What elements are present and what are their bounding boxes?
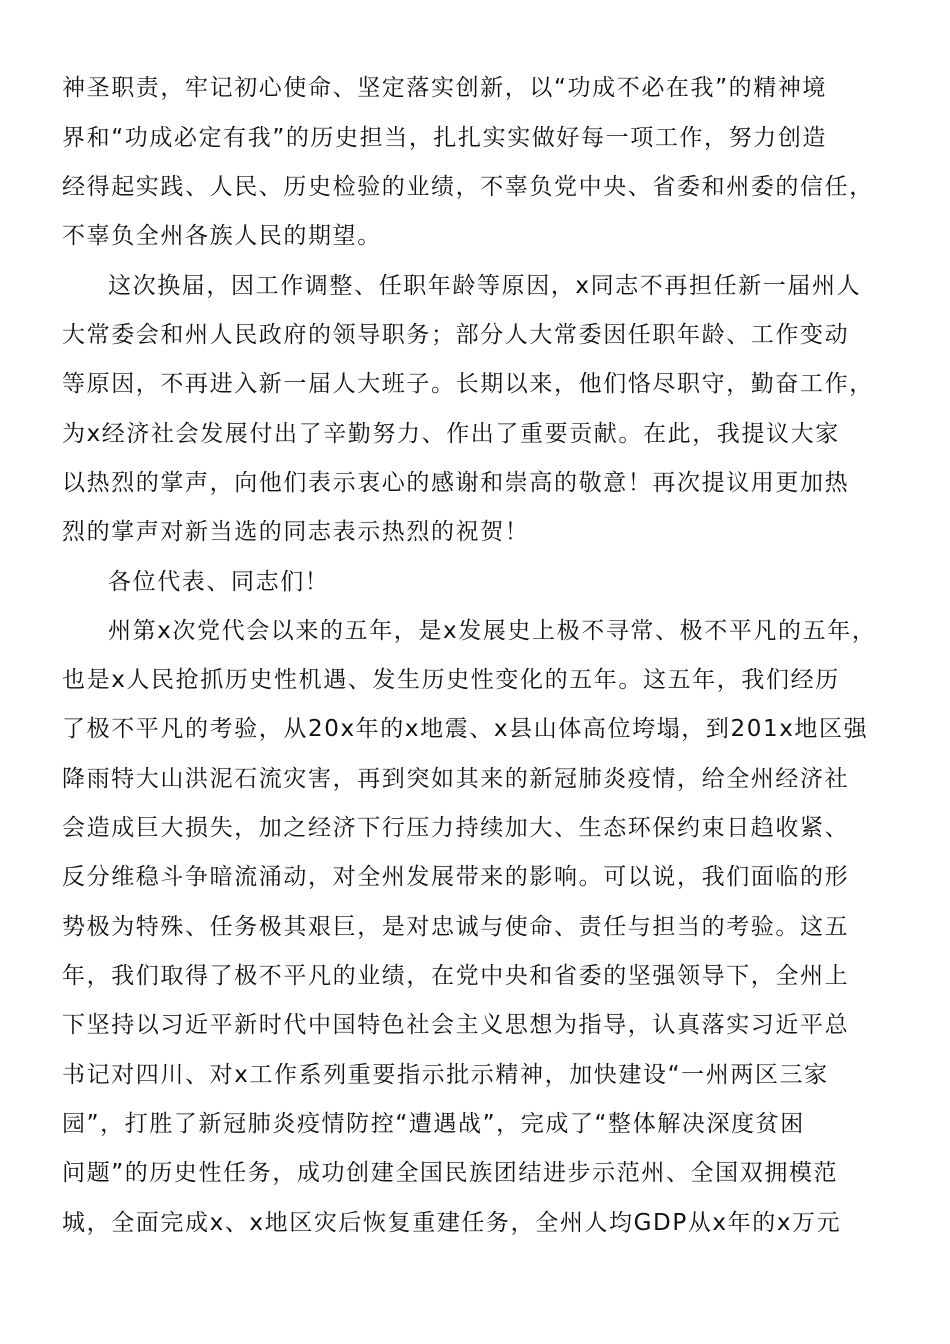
text-line: 不辜负全州各族人民的期望。: [62, 223, 382, 249]
text-line: 城，全面完成x、x地区灾后恢复重建任务，全州人均GDP从x年的x万元: [62, 1210, 842, 1236]
text-line: 神圣职责，牢记初心使命、坚定落实创新，以“功成不必在我”的精神境: [62, 75, 828, 101]
text-line: 年，我们取得了极不平凡的业绩，在党中央和省委的坚强领导下，全州上: [62, 963, 850, 989]
text-line: 书记对四川、对x工作系列重要指示批示精神，加快建设“一州两区三家: [62, 1062, 829, 1088]
text-line: 下坚持以习近平新时代中国特色社会主义思想为指导，认真落实习近平总: [62, 1012, 850, 1038]
salutation: 各位代表、同志们！: [108, 569, 330, 595]
paragraph-first-line: 州第x次党代会以来的五年，是x发展史上极不寻常、极不平凡的五年，: [108, 618, 877, 644]
text-line: 园”，打胜了新冠肺炎疫情防控“遭遇战”，完成了“整体解决深度贫困: [62, 1111, 805, 1137]
text-line: 也是x人民抢抓历史性机遇、发生历史性变化的五年。这五年，我们经历: [62, 667, 840, 693]
text-line: 界和“功成必定有我”的历史担当，扎扎实实做好每一项工作，努力创造: [62, 125, 828, 151]
paragraph-first-line: 这次换届，因工作调整、任职年龄等原因，x同志不再担任新一届州人: [108, 273, 862, 299]
text-line: 大常委会和州人民政府的领导职务；部分人大常委因任职年龄、工作变动: [62, 322, 850, 348]
text-line: 反分维稳斗争暗流涌动，对全州发展带来的影响。可以说，我们面临的形: [62, 864, 850, 890]
text-line: 为x经济社会发展付出了辛勤努力、作出了重要贡献。在此，我提议大家: [62, 421, 840, 447]
text-line: 了极不平凡的考验，从20x年的x地震、x县山体高位垮塌，到201x地区强: [62, 716, 869, 742]
text-line: 以热烈的掌声，向他们表示衷心的感谢和崇高的敬意！再次提议用更加热: [62, 470, 850, 496]
text-line: 等原因，不再进入新一届人大班子。长期以来，他们恪尽职守，勤奋工作，: [62, 371, 874, 397]
text-line: 势极为特殊、任务极其艰巨，是对忠诚与使命、责任与担当的考验。这五: [62, 914, 850, 940]
text-line: 经得起实践、人民、历史检验的业绩，不辜负党中央、省委和州委的信任，: [62, 174, 874, 200]
text-line: 问题”的历史性任务，成功创建全国民族团结进步示范州、全国双拥模范: [62, 1160, 839, 1186]
text-line: 会造成巨大损失，加之经济下行压力持续加大、生态环保约束日趋收紧、: [62, 815, 850, 841]
text-line: 降雨特大山洪泥石流灾害，再到突如其来的新冠肺炎疫情，给全州经济社: [62, 766, 850, 792]
text-line: 烈的掌声对新当选的同志表示热烈的祝贺！: [62, 519, 530, 545]
